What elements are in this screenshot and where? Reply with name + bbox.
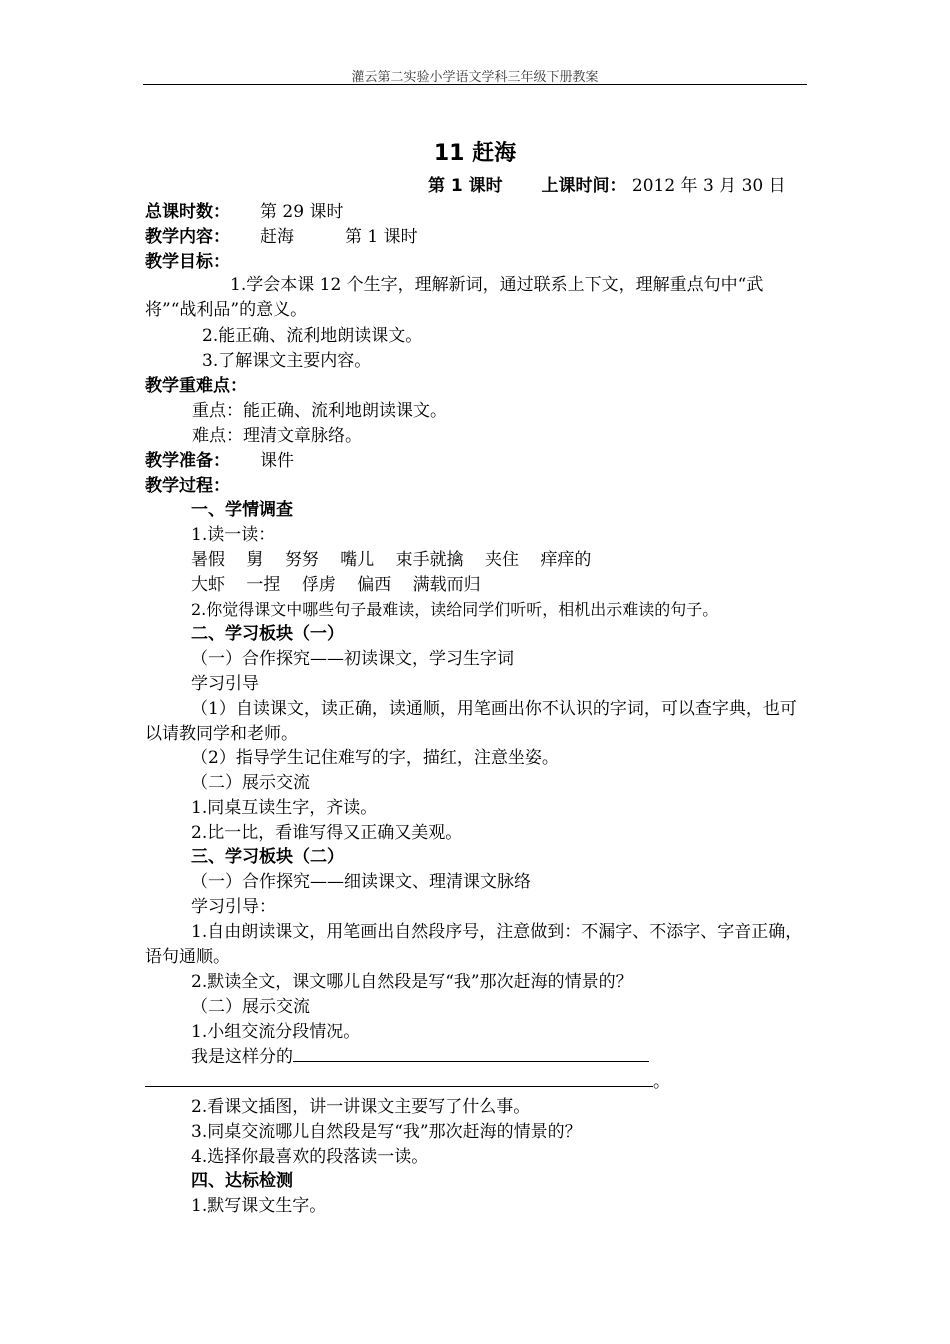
total-hours-value: 第 29 课时: [260, 202, 344, 222]
fill-blank[interactable]: [145, 1070, 653, 1087]
s3-exchange-2: 2.看课文插图，讲一讲课文主要写了什么事。: [191, 1097, 531, 1117]
s2-guide-1: （1）自读课文，读正确，读通顺，用笔画出你不认识的字词，可以查字典，也可以请教同学和老师。: [145, 699, 797, 744]
word-item: 束手就擒: [395, 550, 464, 570]
time-label: 上课时间：: [541, 176, 627, 196]
s2-guide-2: （2）指导学生记住难写的字，描红，注意坐姿。: [191, 748, 559, 768]
fill-blank[interactable]: [293, 1045, 649, 1062]
read-label: 1.读一读：: [191, 525, 276, 545]
word-item: 努努: [284, 550, 319, 570]
s3-fill-line-2: [145, 1070, 670, 1094]
word-item: 满载而归: [412, 575, 481, 595]
s3-guide: 学习引导：: [191, 897, 276, 917]
word-item: 嘴儿: [340, 550, 375, 570]
word-item: 大虾: [191, 575, 225, 595]
goals-label: 教学目标：: [145, 252, 230, 272]
keypoint-difficulty: 难点：理清文章脉络。: [192, 426, 362, 446]
s2-exchange-2: 2.比一比，看谁写得又正确又美观。: [191, 823, 463, 843]
s3-fill-end: 。: [653, 1072, 670, 1092]
keypoint-focus: 重点：能正确、流利地朗读课文。: [192, 401, 447, 421]
content-session: 第 1 课时: [345, 227, 418, 247]
s3-guide-2: 2.默读全文，课文哪儿自然段是写“我”那次赶海的情景的？: [191, 972, 633, 992]
word-row-1: [191, 548, 591, 572]
s2-exchange-1: 1.同桌互读生字，齐读。: [191, 798, 378, 818]
s3-sub2: （二）展示交流: [191, 997, 310, 1017]
word-item: 暑假: [191, 550, 225, 570]
section-heading-2: 二、学习板块（一）: [191, 624, 344, 644]
session-line: [428, 174, 786, 198]
s4-item-1: 1.默写课文生字。: [191, 1196, 327, 1216]
keypoints-label: 教学重难点：: [145, 376, 247, 396]
prep-value: 课件: [260, 451, 294, 471]
word-item: 偏西: [357, 575, 392, 595]
goal-item-2: 2.能正确、流利地朗读课文。: [202, 326, 423, 346]
section-heading-1: 一、学情调查: [191, 500, 293, 520]
word-item: 俘虏: [301, 575, 336, 595]
s2-guide: 学习引导: [191, 674, 259, 694]
word-item: 夹住: [485, 550, 520, 570]
goal-item-1: 1.学会本课 12 个生字，理解新词，通过联系上下文，理解重点句中“武将”“战利品”的意义。: [145, 275, 764, 320]
word-row-2: [191, 573, 481, 597]
total-hours-label: 总课时数：: [145, 202, 230, 222]
s3-guide-1: 1.自由朗读课文，用笔画出自然段序号，注意做到：不漏字、不添字、字音正确，语句通顺。: [145, 922, 803, 967]
s3-exchange-4: 4.选择你最喜欢的段落读一读。: [191, 1147, 429, 1167]
section-heading-3: 三、学习板块（二）: [191, 847, 344, 867]
process-label: 教学过程：: [145, 476, 230, 496]
lesson-title: 11 赶海: [433, 141, 517, 166]
s3-sub1: （一）合作探究——细读课文、理清课文脉络: [191, 872, 531, 892]
s2-sub1: （一）合作探究——初读课文，学习生字词: [191, 649, 514, 669]
survey-item-2: 2.你觉得课文中哪些句子最难读，读给同学们听听，相机出示难读的句子。: [191, 600, 719, 619]
goal-item-3: 3.了解课文主要内容。: [202, 351, 372, 371]
section-heading-4: 四、达标检测: [191, 1171, 293, 1191]
s2-sub2: （二）展示交流: [191, 773, 310, 793]
s3-exchange-1: 1.小组交流分段情况。: [191, 1022, 361, 1042]
content-value: 赶海: [260, 227, 294, 247]
s3-fill-prompt: 我是这样分的: [191, 1047, 293, 1067]
content-label: 教学内容：: [145, 227, 230, 247]
time-value: 2012 年 3 月 30 日: [631, 176, 786, 196]
s3-exchange-3: 3.同桌交流哪儿自然段是写“我”那次赶海的情景的？: [191, 1122, 582, 1142]
session-label: 第 1 课时: [428, 176, 503, 196]
s3-fill-line: [191, 1045, 649, 1069]
word-item: 痒痒的: [540, 550, 592, 570]
word-item: 一捏: [246, 575, 281, 595]
word-item: 舅: [246, 550, 264, 570]
prep-label: 教学准备：: [145, 451, 230, 471]
header-rule: [143, 84, 807, 85]
page-header: 灌云第二实验小学语文学科三年级下册教案: [351, 70, 599, 85]
